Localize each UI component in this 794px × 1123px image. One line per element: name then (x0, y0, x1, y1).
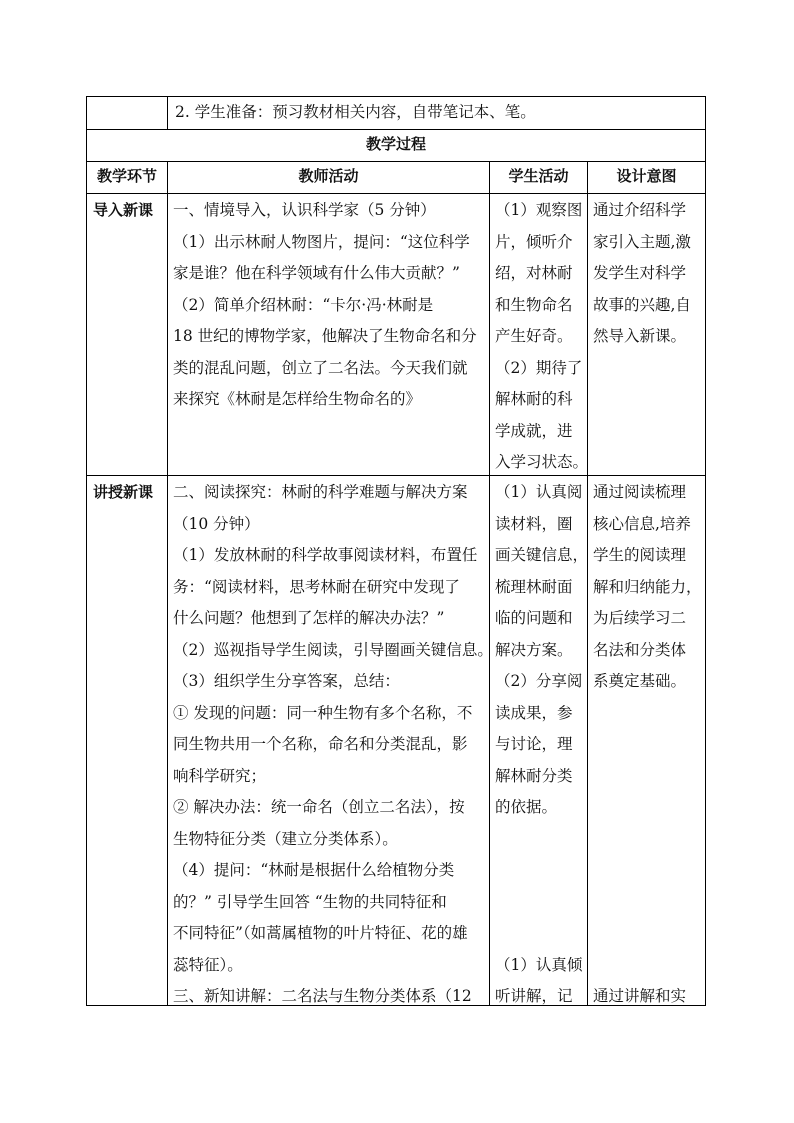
text-line (593, 698, 702, 730)
text-line: 的？” 引导学生回答 “生物的共同特征和 (173, 892, 447, 911)
text-line: 解林耐分类 (495, 766, 573, 785)
text-line: 学生的阅读理 (593, 546, 687, 564)
text-line: 临的问题和 (495, 609, 573, 627)
text-line: 一、情境导入，认识科学家（5 分钟） (173, 201, 436, 219)
text-line: 读成果，参 (495, 703, 573, 722)
text-line: 故事的兴趣,自 (593, 295, 691, 314)
text-line: 为后续学习二 (593, 609, 687, 627)
text-line: （4）提问：“林耐是根据什么给植物分类 (173, 861, 455, 879)
stage-intro: 导入新课 (93, 201, 154, 219)
text-line: 绍，对林耐 (495, 264, 573, 282)
text-line (495, 918, 588, 950)
text-line: 核心信息,培养 (593, 514, 691, 533)
teacher-activity-intro (173, 195, 477, 416)
text-line (593, 887, 702, 919)
text-line: 听讲解，记 (495, 987, 573, 1005)
text-line: 与讨论，理 (495, 735, 573, 753)
text-line: 学成就，进 (495, 421, 573, 440)
stage-new-lesson: 讲授新课 (93, 483, 154, 501)
text-line (593, 824, 702, 856)
text-line: 蕊特征）。 (173, 955, 243, 974)
design-intent-intro (593, 195, 691, 353)
text-line: 来探究《林耐是怎样给生物命名的》 (173, 390, 422, 408)
text-line: 产生好奇。 (495, 327, 573, 345)
text-line (593, 855, 702, 887)
text-line (593, 918, 702, 950)
text-line: ② 解决办法：统一命名（创立二名法），按 (173, 798, 465, 816)
text-line: （1）认真倾 (495, 955, 583, 974)
text-line: （10 分钟） (173, 514, 260, 533)
text-line: 梳理林耐面 (495, 577, 573, 596)
text-line: 发学生对科学 (593, 264, 687, 282)
text-line: 家引入主题,激 (593, 232, 691, 251)
row-divider (87, 193, 705, 194)
text-line (593, 729, 702, 761)
header-stage: 教学环节 (96, 167, 157, 185)
text-line: 画关键信息， (495, 546, 589, 564)
text-line: 通过介绍科学 (593, 201, 687, 219)
text-line (593, 950, 702, 982)
prep-text: 2. 学生准备：预习教材相关内容，自带笔记本、笔。 (175, 103, 536, 121)
design-intent-new (593, 477, 702, 1013)
text-line: 不同特征”（如蒿属植物的叶片特征、花的雄 (173, 924, 468, 942)
header-student: 学生活动 (508, 167, 569, 185)
text-line: 和生物命名 (495, 295, 573, 314)
text-line: （1）发放林耐的科学故事阅读材料，布置任 (173, 546, 478, 564)
text-line: 读材料，圈 (495, 514, 573, 533)
text-line: （3）组织学生分享答案，总结： (173, 672, 400, 690)
text-line: （2）巡视指导学生阅读，引导圈画关键信息。 (173, 640, 493, 659)
text-line: （2）期待了 (495, 358, 583, 377)
text-line (495, 824, 588, 856)
text-line: 名法和分类体 (593, 640, 687, 659)
text-line: 什么问题？他想到了怎样的解决办法？” (173, 609, 445, 627)
text-line: 二、阅读探究：林耐的科学难题与解决方案 (173, 483, 468, 501)
text-line: 18 世纪的博物学家，他解决了生物命名和分 (173, 327, 477, 345)
text-line (495, 855, 588, 887)
text-line: 务：“阅读材料，思考林耐在研究中发现了 (173, 577, 460, 596)
text-line (495, 887, 588, 919)
text-line: （1）认真阅 (495, 483, 583, 501)
text-line: 通过讲解和实 (593, 987, 687, 1005)
text-line: 家是谁？他在科学领域有什么伟大贡献？” (173, 264, 460, 282)
text-line: （1）出示林耐人物图片，提问：“这位科学 (173, 232, 470, 251)
student-activity-intro (495, 195, 588, 479)
text-line: 解决方案。 (495, 640, 573, 659)
text-line: 三、新知讲解：二名法与生物分类体系（12 (173, 987, 472, 1005)
header-intent: 设计意图 (616, 167, 677, 185)
text-line: 同生物共用一个名称，命名和分类混乱，影 (173, 735, 468, 753)
text-line: 入学习状态。 (495, 453, 589, 471)
col-divider (167, 161, 168, 1005)
text-line: 然导入新课。 (593, 327, 687, 345)
text-line: ① 发现的问题：同一种生物有多个名称，不 (173, 703, 473, 722)
student-activity-new (495, 477, 588, 1013)
text-line: （2）分享阅 (495, 672, 583, 690)
text-line (593, 761, 702, 793)
col-divider (167, 97, 168, 129)
section-title: 教学过程 (365, 135, 426, 153)
text-line: 通过阅读梳理 (593, 483, 687, 501)
lesson-table (86, 96, 706, 1006)
text-line (593, 792, 702, 824)
text-line: 片，倾听介 (495, 232, 573, 251)
header-teacher: 教师活动 (298, 167, 359, 185)
text-line: （1）观察图 (495, 201, 583, 219)
text-line: 类的混乱问题，创立了二名法。今天我们就 (173, 358, 468, 377)
row-divider (87, 475, 705, 476)
text-line: 解林耐的科 (495, 390, 573, 408)
text-line: 的依据。 (495, 798, 558, 816)
text-line: 系奠定基础。 (593, 672, 687, 690)
teacher-activity-new (173, 477, 493, 1013)
text-line: （2）简单介绍林耐：“卡尔·冯·林耐是 (173, 295, 434, 314)
text-line: 生物特征分类（建立分类体系）。 (173, 829, 398, 848)
text-line: 解和归纳能力， (593, 577, 702, 596)
text-line: 响科学研究； (173, 766, 267, 785)
